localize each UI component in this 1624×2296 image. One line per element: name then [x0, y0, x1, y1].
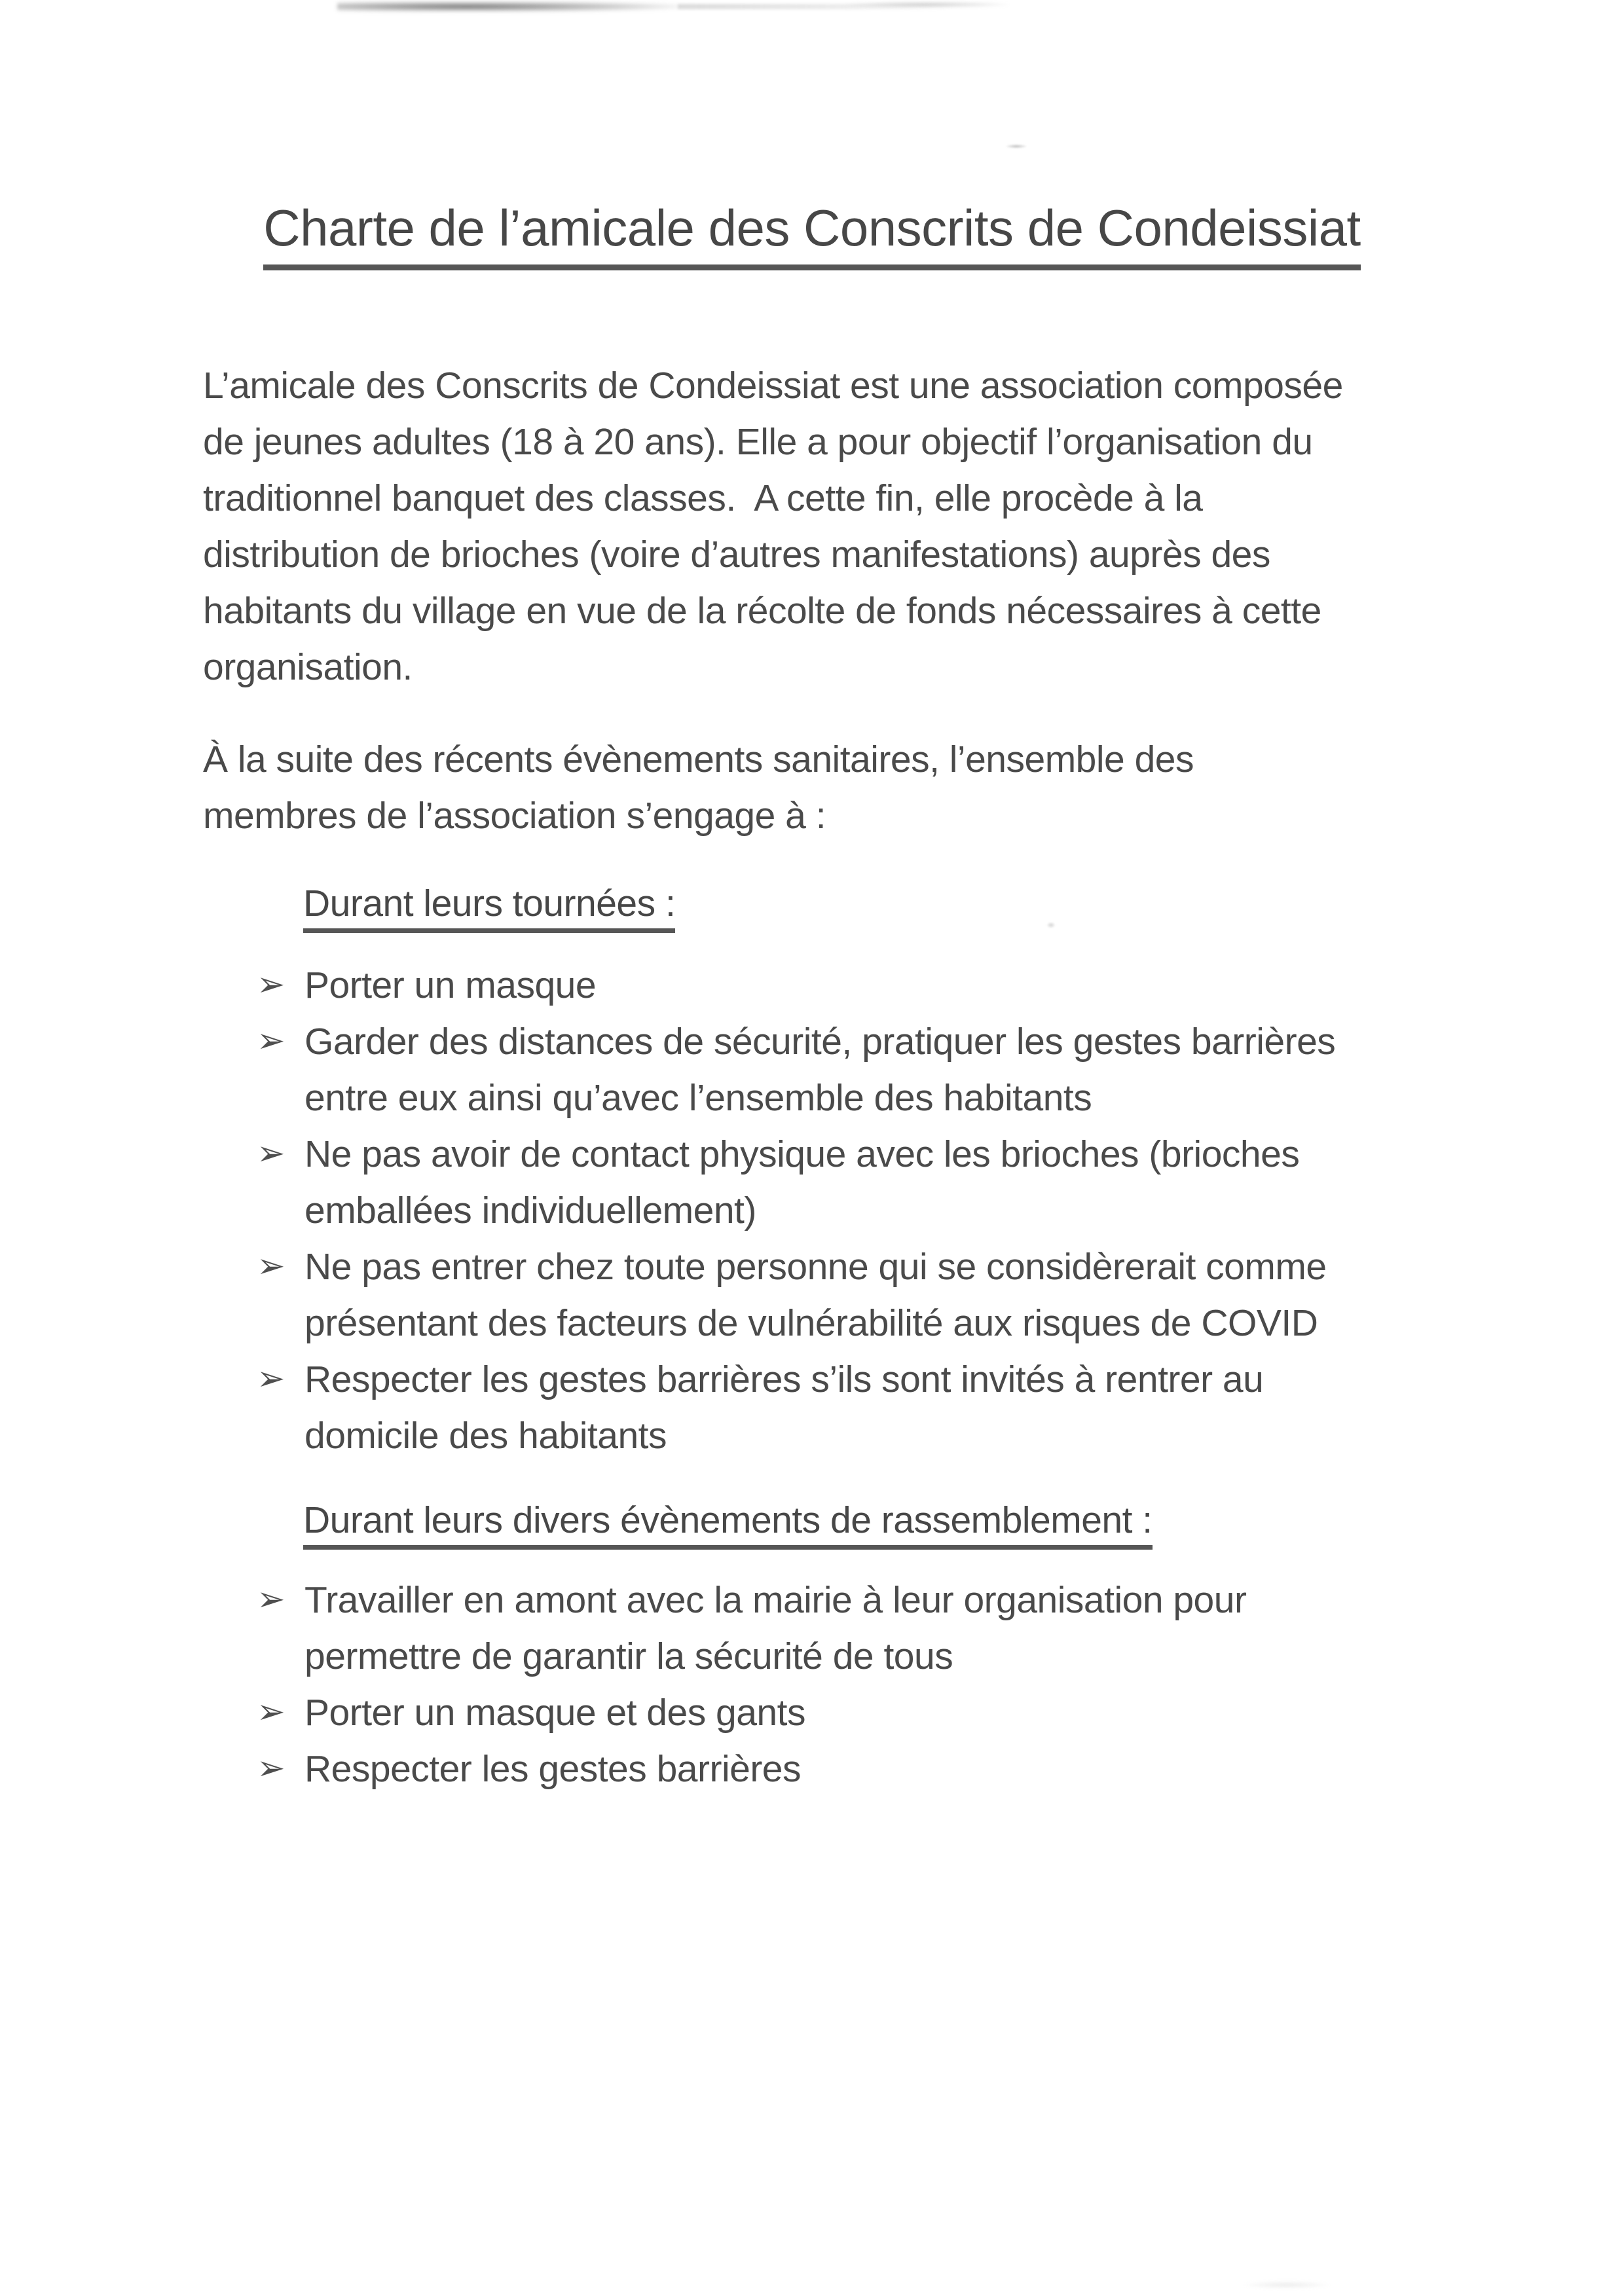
arrow-bullet-icon: ➢ [257, 965, 286, 1004]
document-title [0, 0, 1624, 257]
arrow-bullet-icon: ➢ [257, 1134, 286, 1173]
text-line: présentant des facteurs de vulnérabilité aux risques de COVID [304, 1302, 1318, 1344]
arrow-bullet-icon: ➢ [257, 1749, 286, 1788]
list-item [203, 957, 1624, 1013]
text-line: Garder des distances de sécurité, pratiquer les gestes barrières [304, 1021, 1336, 1063]
arrow-bullet-icon: ➢ [257, 1021, 286, 1061]
list-item [203, 1239, 1624, 1351]
arrow-bullet-icon: ➢ [257, 1247, 286, 1286]
list-item [203, 1685, 1624, 1741]
text-line: organisation. [203, 646, 413, 688]
text-line: distribution de brioches (voire d’autres manifestations) auprès des [203, 534, 1270, 575]
intro-paragraph [203, 357, 1624, 695]
text-line: Respecter les gestes barrières s’ils sont invités à rentrer au [304, 1358, 1264, 1400]
text-line: Respecter les gestes barrières [304, 1748, 802, 1790]
text-line: emballées individuellement) [304, 1190, 756, 1231]
list-item [203, 1351, 1624, 1464]
section-heading-text: Durant leurs divers évènements de rassemblement : [303, 1499, 1153, 1550]
document-title-text: Charte de l’amicale des Conscrits de Condeissiat [263, 199, 1360, 270]
bullet-list-tournees [0, 957, 1624, 1464]
list-item [203, 1013, 1624, 1126]
text-line: Porter un masque [304, 964, 597, 1006]
section-heading-rassemblement [303, 1492, 1624, 1548]
text-line: Travailler en amont avec la mairie à leur organisation pour [304, 1579, 1247, 1621]
text-line: permettre de garantir la sécurité de tous [304, 1635, 953, 1677]
section-heading-text: Durant leurs tournées : [303, 883, 675, 933]
section-heading-tournees [303, 875, 1624, 932]
text-line: Ne pas entrer chez toute personne qui se considèrerait comme [304, 1246, 1327, 1288]
text-line: domicile des habitants [304, 1415, 667, 1457]
list-item [203, 1572, 1624, 1685]
text-line: de jeunes adultes (18 à 20 ans). Elle a pour objectif l’organisation du [203, 421, 1313, 463]
bullet-list-rassemblement [0, 1572, 1624, 1797]
text-line: L’amicale des Conscrits de Condeissiat est une association composée [203, 365, 1343, 407]
list-item [203, 1741, 1624, 1797]
arrow-bullet-icon: ➢ [257, 1359, 286, 1398]
text-line: À la suite des récents évènements sanitaires, l’ensemble des [203, 738, 1194, 780]
scan-smudge-bottom [1244, 2281, 1329, 2289]
text-line: Porter un masque et des gants [304, 1692, 805, 1734]
text-line: membres de l’association s’engage à : [203, 795, 826, 837]
text-line: habitants du village en vue de la récolte de fonds nécessaires à cette [203, 590, 1321, 632]
text-line: Ne pas avoir de contact physique avec les brioches (brioches [304, 1133, 1300, 1175]
arrow-bullet-icon: ➢ [257, 1692, 286, 1732]
arrow-bullet-icon: ➢ [257, 1580, 286, 1619]
list-item [203, 1126, 1624, 1239]
engagement-paragraph [203, 731, 1624, 844]
text-line: traditionnel banquet des classes. A cette fin, elle procède à la [203, 477, 1203, 519]
text-line: entre eux ainsi qu’avec l’ensemble des habitants [304, 1077, 1092, 1119]
